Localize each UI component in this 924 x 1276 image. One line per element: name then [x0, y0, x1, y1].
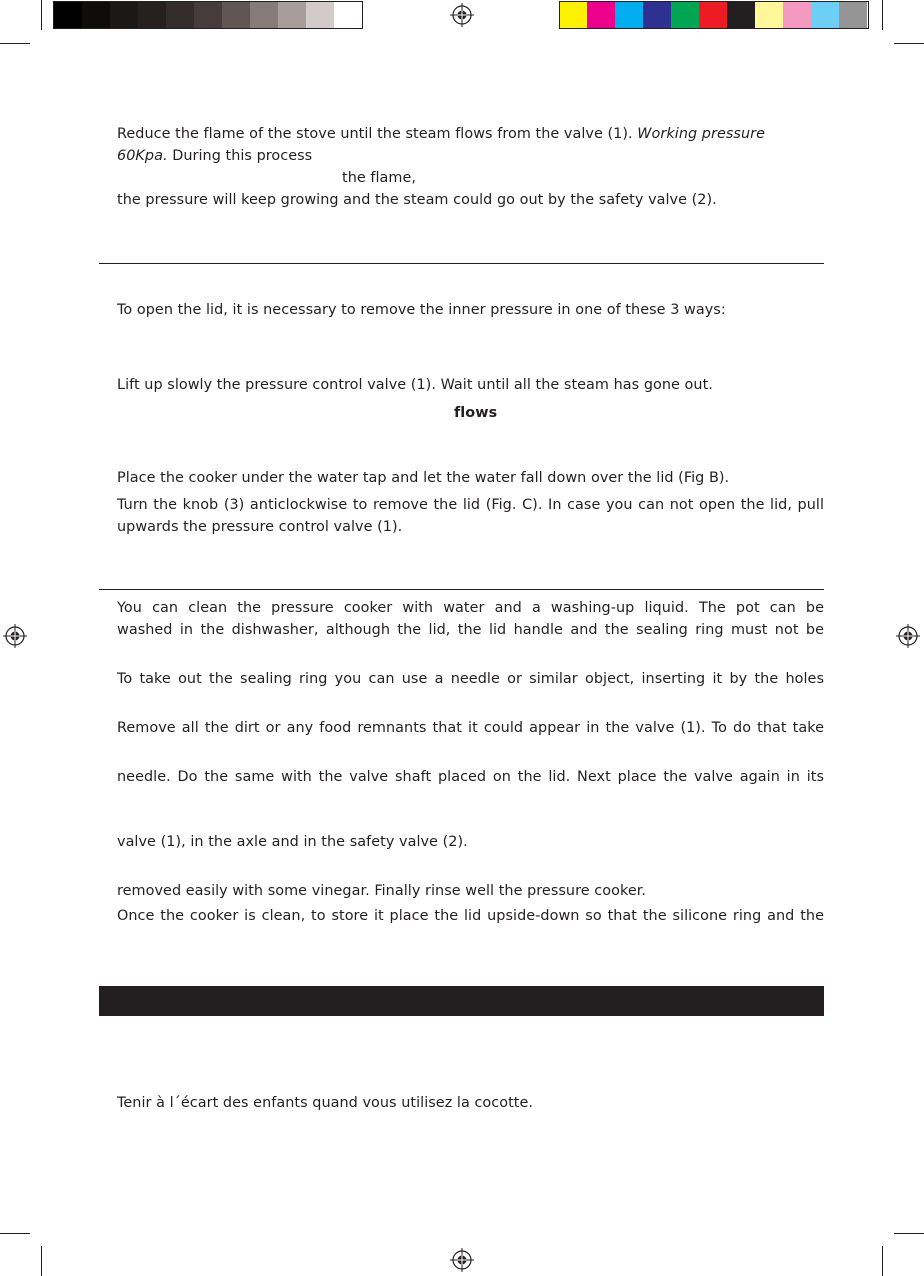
- crop-mark-top-right-vertical: [882, 0, 883, 30]
- section-3-line-3: To take out the sealing ring you can use a needle or similar object, inserting it by the holes: [117, 671, 824, 687]
- registration-target-icon: [3, 624, 27, 648]
- section-1-line-2-text: During this process: [172, 148, 313, 164]
- section-3-line-1: You can clean the pressure cooker with water and a washing-up liquid. The pot can be: [117, 600, 824, 616]
- registration-target-icon: [450, 3, 474, 27]
- crop-mark-bottom-right-vertical: [882, 1246, 883, 1276]
- section-1-line-3: the flame,: [342, 170, 417, 186]
- section-2-line-6: upwards the pressure control valve (1).: [117, 519, 403, 535]
- section-4-line-1: Tenir à l´écart des enfants quand vous utilisez la cocotte.: [117, 1095, 534, 1111]
- section-2-line-3: flows: [454, 405, 498, 421]
- registration-target-icon: [896, 624, 920, 648]
- section-divider-1: [99, 263, 824, 264]
- crop-mark-top-right-horizontal: [894, 43, 924, 44]
- section-divider-2: [99, 589, 824, 590]
- process-color-bar: [559, 0, 869, 30]
- registration-target-icon: [450, 1248, 474, 1272]
- crop-mark-bottom-left-horizontal: [0, 1233, 30, 1234]
- section-3-line-5: needle. Do the same with the valve shaft placed on the lid. Next place the valve again in its: [117, 769, 824, 785]
- section-1-line-1-text: Reduce the flame of the stove until the steam flows from the valve (1).: [117, 126, 633, 142]
- section-1-line-4: the pressure will keep growing and the steam could go out by the safety valve (2).: [117, 192, 717, 208]
- crop-mark-bottom-right-horizontal: [894, 1233, 924, 1234]
- section-1-line-1: [117, 124, 765, 144]
- crop-mark-top-left-vertical: [41, 0, 42, 30]
- section-1-line-2: [117, 146, 312, 166]
- section-3-line-7: removed easily with some vinegar. Finally rinse well the pressure cooker.: [117, 883, 646, 899]
- section-3-line-4: Remove all the dirt or any food remnants that it could appear in the valve (1). To do that take: [117, 720, 824, 736]
- working-pressure-value: 60Kpa.: [117, 148, 168, 164]
- crop-mark-bottom-left-vertical: [41, 1246, 42, 1276]
- section-3-line-6: valve (1), in the axle and in the safety valve (2).: [117, 834, 468, 850]
- working-pressure-label: Working pressure: [637, 126, 765, 142]
- section-2-line-1: To open the lid, it is necessary to remove the inner pressure in one of these 3 ways:: [117, 302, 726, 318]
- section-2-line-5: Turn the knob (3) anticlockwise to remove the lid (Fig. C). In case you can not open the lid, pull: [117, 497, 824, 513]
- grayscale-color-bar: [54, 0, 362, 30]
- section-2-line-4: Place the cooker under the water tap and let the water fall down over the lid (Fig B).: [117, 470, 730, 486]
- section-2-line-2: Lift up slowly the pressure control valve (1). Wait until all the steam has gone out.: [117, 377, 713, 393]
- crop-mark-top-left-horizontal: [0, 43, 30, 44]
- section-3-line-2: washed in the dishwasher, although the lid, the lid handle and the sealing ring must not be: [117, 622, 824, 638]
- section-header-band: [99, 986, 824, 1016]
- section-3-line-8: Once the cooker is clean, to store it place the lid upside-down so that the silicone ring and the: [117, 908, 824, 924]
